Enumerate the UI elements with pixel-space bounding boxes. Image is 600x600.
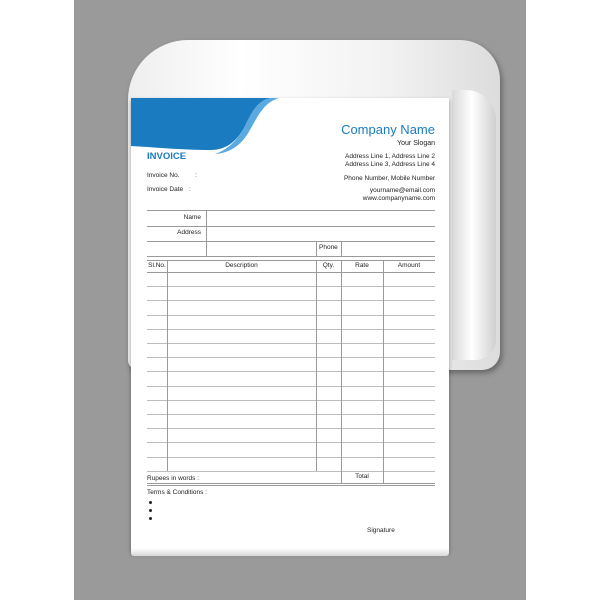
phone-label: Phone (319, 244, 338, 251)
phone-divider-right (341, 241, 342, 256)
phone-text: Phone Number, Mobile Number (343, 175, 435, 182)
table-row-line (147, 400, 435, 401)
customer-line-2 (147, 241, 435, 242)
customer-divider (206, 210, 207, 256)
pad-edge (131, 548, 449, 556)
table-top-line (147, 260, 435, 261)
table-column-header: Sl.No. (148, 262, 166, 269)
table-row-line (147, 329, 435, 330)
table-row-line (147, 357, 435, 358)
phone-divider-left (316, 241, 317, 256)
terms-label: Terms & Conditions : (147, 489, 207, 496)
rupees-line (147, 485, 435, 486)
table-row-line (147, 343, 435, 344)
table-row-line (147, 300, 435, 301)
table-column-header: Qty. (322, 262, 335, 269)
customer-line-3 (147, 256, 435, 257)
table-row-line (147, 428, 435, 429)
email-text: yourname@email.com (369, 187, 435, 194)
table-column-line (341, 260, 342, 483)
invoice-date-label: Invoice Date (147, 186, 184, 193)
customer-line-1 (147, 226, 435, 227)
website-text: www.companyname.com (362, 195, 435, 202)
table-bottom-line (147, 483, 435, 484)
terms-bullet (149, 501, 152, 504)
table-header-line (147, 272, 435, 273)
invoice-no-label: Invoice No. (147, 172, 180, 179)
name-label: Name (183, 214, 201, 221)
terms-bullet (149, 509, 152, 512)
table-column-line (167, 260, 168, 471)
invoice-date-colon: : (189, 186, 191, 193)
page-roll (452, 90, 496, 360)
company-name: Company Name (341, 122, 435, 137)
invoice-no-colon: : (195, 172, 197, 179)
table-row-line (147, 386, 435, 387)
table-row-line (147, 457, 435, 458)
table-column-line (316, 260, 317, 471)
table-row-line (147, 371, 435, 372)
invoice-sheet (131, 98, 449, 552)
address-line-1: Address Line 1, Address Line 2 (345, 153, 435, 160)
address-label: Address (177, 229, 201, 236)
company-slogan: Your Slogan (397, 140, 435, 147)
table-column-header: Amount (397, 262, 421, 269)
rupees-in-words-label: Rupees in words : (147, 475, 200, 482)
invoice-title: INVOICE (147, 151, 187, 162)
table-row-line (147, 315, 435, 316)
table-row-line (147, 286, 435, 287)
address-line-2: Address Line 3, Address Line 4 (345, 161, 435, 168)
signature-label: Signature (367, 527, 395, 534)
table-column-line (383, 260, 384, 483)
table-column-header: Description (225, 262, 258, 269)
customer-top-line (147, 210, 435, 211)
table-row-line (147, 414, 435, 415)
table-row-line (147, 442, 435, 443)
table-row-line (147, 471, 435, 472)
terms-bullet (149, 517, 152, 520)
total-label: Total (355, 472, 369, 480)
table-column-header: Rate (355, 262, 369, 269)
